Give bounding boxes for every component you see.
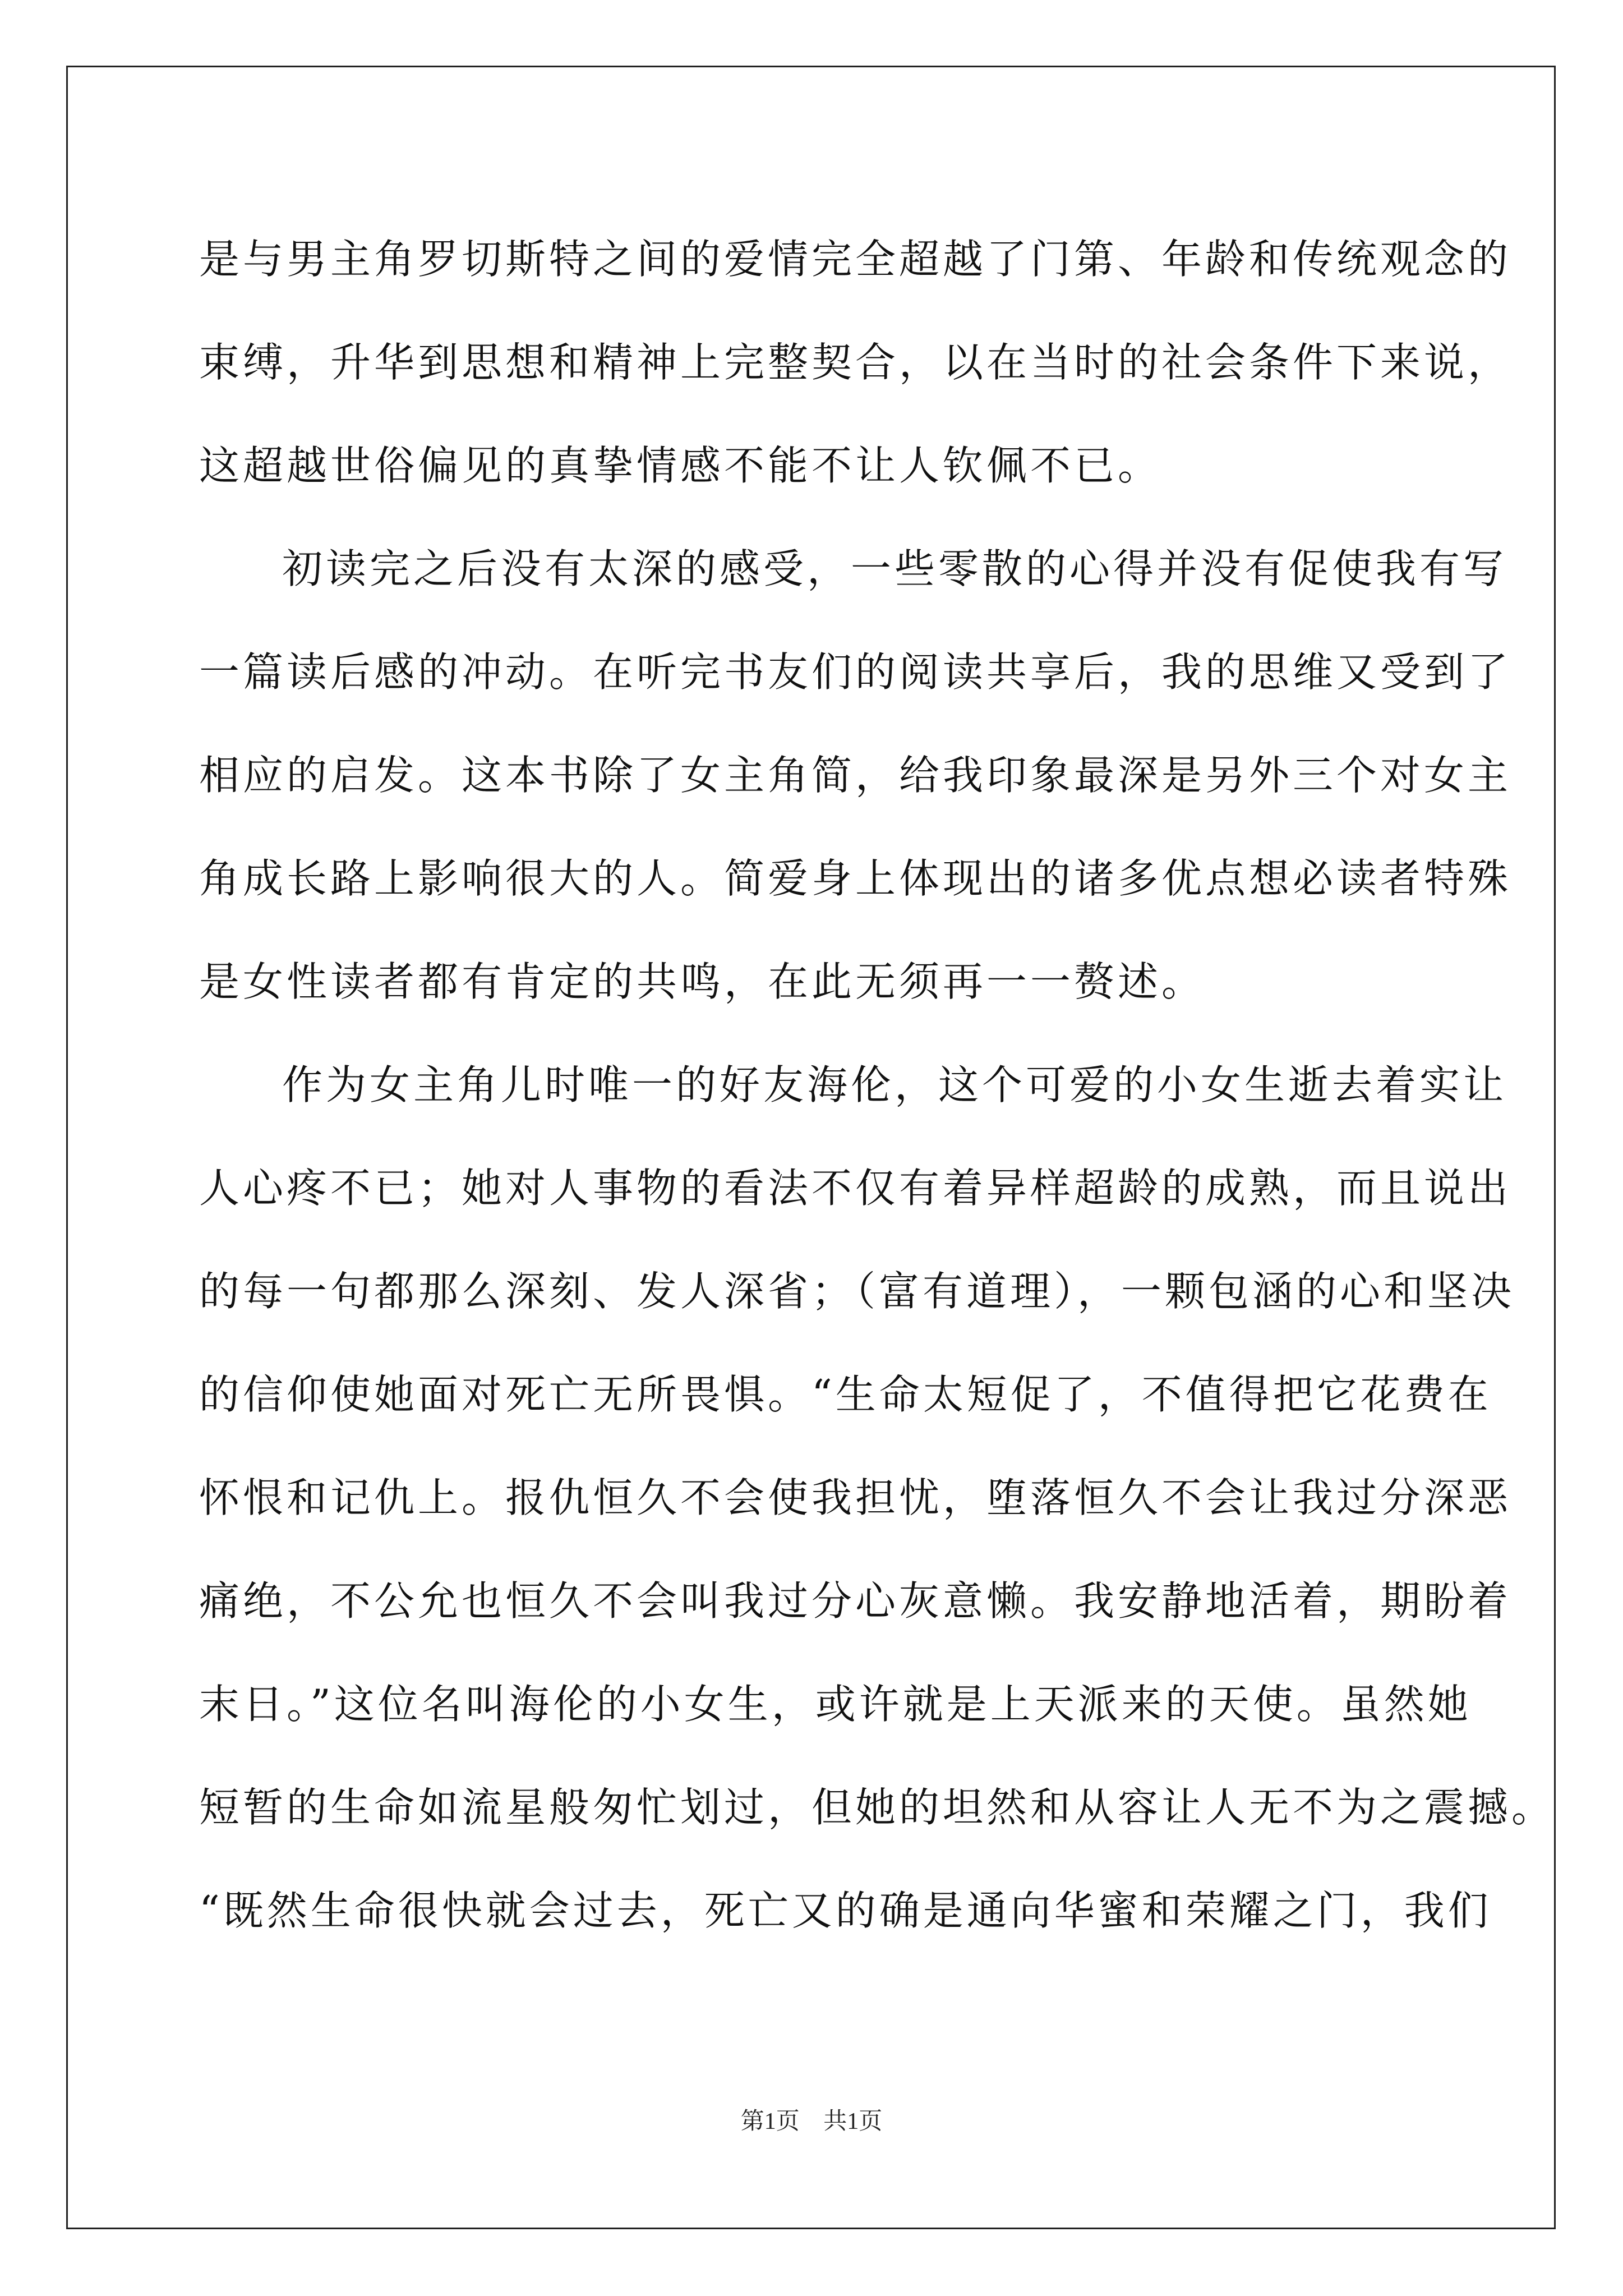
page-number: 第1页	[740, 2109, 800, 2134]
text-line: 角成长路上影响很大的人。简爱身上体现出的诸多优点想必读者特殊	[199, 855, 1512, 902]
page-total: 共1页	[823, 2109, 883, 2134]
text-line: 的信仰使她面对死亡无所畏惧。“生命太短促了，不值得把它花费在	[199, 1371, 1492, 1418]
text-line: 短暂的生命如流星般匆忙划过，但她的坦然和从容让人无不为之震撼。	[199, 1784, 1556, 1831]
page-footer	[0, 2102, 1623, 2136]
text-line: “既然生命很快就会过去，死亡又的确是通向华蜜和荣耀之门，我们	[199, 1887, 1492, 1934]
text-line: 相应的启发。这本书除了女主角简，给我印象最深是另外三个对女主	[199, 752, 1512, 799]
document-body	[199, 208, 1556, 1962]
text-line: 是与男主角罗切斯特之间的爱情完全超越了门第、年龄和传统观念的	[199, 236, 1512, 283]
text-line: 怀恨和记仇上。报仇恒久不会使我担忧，堕落恒久不会让我过分深恶	[199, 1474, 1512, 1521]
text-line: 一篇读后感的冲动。在听完书友们的阅读共享后，我的思维又受到了	[199, 648, 1512, 696]
text-line: 这超越世俗偏见的真挚情感不能不让人钦佩不已。	[199, 442, 1162, 489]
text-line: 是女性读者都有肯定的共鸣，在此无须再一一赘述。	[199, 958, 1206, 1005]
text-line: 作为女主角儿时唯一的好友海伦，这个可爱的小女生逝去着实让	[282, 1061, 1507, 1108]
text-line: 末日。”这位名叫海伦的小女生，或许就是上天派来的天使。虽然她	[199, 1681, 1472, 1728]
text-line: 人心疼不已；她对人事物的看法不仅有着异样超龄的成熟，而且说出	[199, 1165, 1512, 1212]
text-line: 的每一句都那么深刻、发人深省；（富有道理），一颗包涵的心和坚决	[199, 1268, 1515, 1315]
text-line: 痛绝，不公允也恒久不会叫我过分心灰意懒。我安静地活着，期盼着	[199, 1577, 1512, 1625]
text-line: 初读完之后没有太深的感受，一些零散的心得并没有促使我有写	[282, 545, 1507, 592]
text-line: 束缚，升华到思想和精神上完整契合，以在当时的社会条件下来说，	[199, 339, 1512, 386]
